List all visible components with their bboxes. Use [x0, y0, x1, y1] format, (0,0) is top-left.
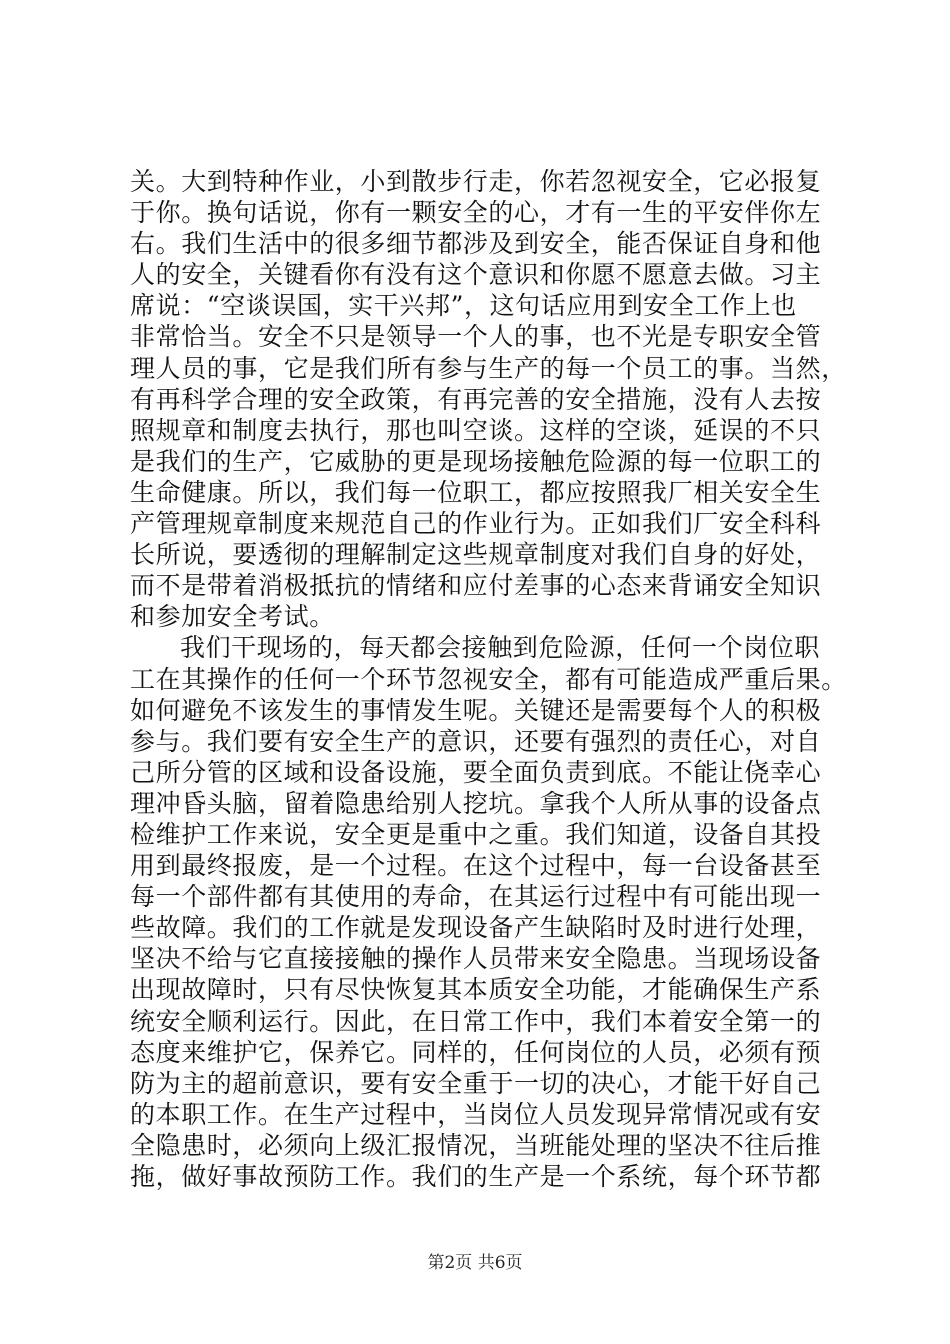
text-line: 生命健康。所以，我们每一位职工，都应按照我厂相关安全生 — [130, 477, 822, 507]
paragraph-start-line: 我们干现场的，每天都会接触到危险源，任何一个岗位职 — [180, 633, 821, 663]
text-line: 关。大到特种作业，小到散步行走，你若忽视安全，它必报复 — [130, 167, 822, 196]
text-line: 是我们的生产，它威胁的更是现场接触危险源的每一位职工的 — [130, 446, 822, 476]
text-line: 理冲昏头脑，留着隐患给别人挖坑。拿我个人所从事的设备点 — [130, 788, 822, 818]
text-line: 统安全顺利运行。因此，在日常工作中，我们本着安全第一的 — [130, 1006, 822, 1036]
text-line: 些故障。我们的工作就是发现设备产生缺陷时及时进行处理， — [130, 913, 822, 943]
text-line: 照规章和制度去执行，那也叫空谈。这样的空谈，延误的不只 — [130, 415, 822, 445]
text-line: 的本职工作。在生产过程中，当岗位人员发现异常情况或有安 — [130, 1099, 822, 1129]
text-line: 坚决不给与它直接接触的操作人员带来安全隐患。当现场设备 — [130, 944, 822, 974]
text-line: 态度来维护它，保养它。同样的，任何岗位的人员，必须有预 — [130, 1037, 822, 1067]
text-line: 右。我们生活中的很多细节都涉及到安全，能否保证自身和他 — [130, 229, 822, 259]
text-line: 席说：“空谈误国，实干兴邦”，这句话应用到安全工作上也 — [130, 291, 797, 321]
text-line: 拖，做好事故预防工作。我们的生产是一个系统，每个环节都 — [130, 1162, 822, 1191]
text-line: 参与。我们要有安全生产的意识，还要有强烈的责任心，对自 — [130, 726, 822, 756]
text-line: 人的安全，关键看你有没有这个意识和你愿不愿意去做。习主 — [130, 260, 822, 290]
text-line: 工在其操作的任何一个环节忽视安全，都有可能造成严重后果。 — [130, 664, 847, 694]
text-line: 每一个部件都有其使用的寿命，在其运行过程中有可能出现一 — [130, 882, 822, 912]
body-text — [130, 166, 847, 1192]
text-line: 用到最终报废，是一个过程。在这个过程中，每一台设备甚至 — [130, 851, 822, 881]
text-line: 于你。换句话说，你有一颗安全的心，才有一生的平安伴你左 — [130, 198, 822, 228]
text-line: 如何避免不该发生的事情发生呢。关键还是需要每个人的积极 — [130, 695, 822, 725]
text-line: 己所分管的区域和设备设施，要全面负责到底。不能让侥幸心 — [130, 757, 822, 787]
text-line: 检维护工作来说，安全更是重中之重。我们知道，设备自其投 — [130, 819, 822, 849]
text-line: 全隐患时，必须向上级汇报情况，当班能处理的坚决不往后推 — [130, 1130, 822, 1160]
page-number-footer: 第2页 共6页 — [427, 1253, 523, 1273]
text-line: 产管理规章制度来规范自己的作业行为。正如我们厂安全科科 — [130, 509, 822, 539]
text-line: 和参加安全考试。 — [130, 602, 335, 632]
text-line: 非常恰当。安全不只是领导一个人的事，也不光是专职安全管 — [130, 322, 822, 352]
text-line: 防为主的超前意识，要有安全重于一切的决心，才能干好自己 — [130, 1068, 822, 1098]
text-line: 理人员的事，它是我们所有参与生产的每一个员工的事。当然， — [130, 353, 847, 383]
text-line: 而不是带着消极抵抗的情绪和应付差事的心态来背诵安全知识 — [130, 571, 822, 601]
text-line: 出现故障时，只有尽快恢复其本质安全功能，才能确保生产系 — [130, 975, 822, 1005]
text-line: 有再科学合理的安全政策，有再完善的安全措施，没有人去按 — [130, 384, 822, 414]
text-line: 长所说，要透彻的理解制定这些规章制度对我们自身的好处， — [130, 540, 822, 570]
